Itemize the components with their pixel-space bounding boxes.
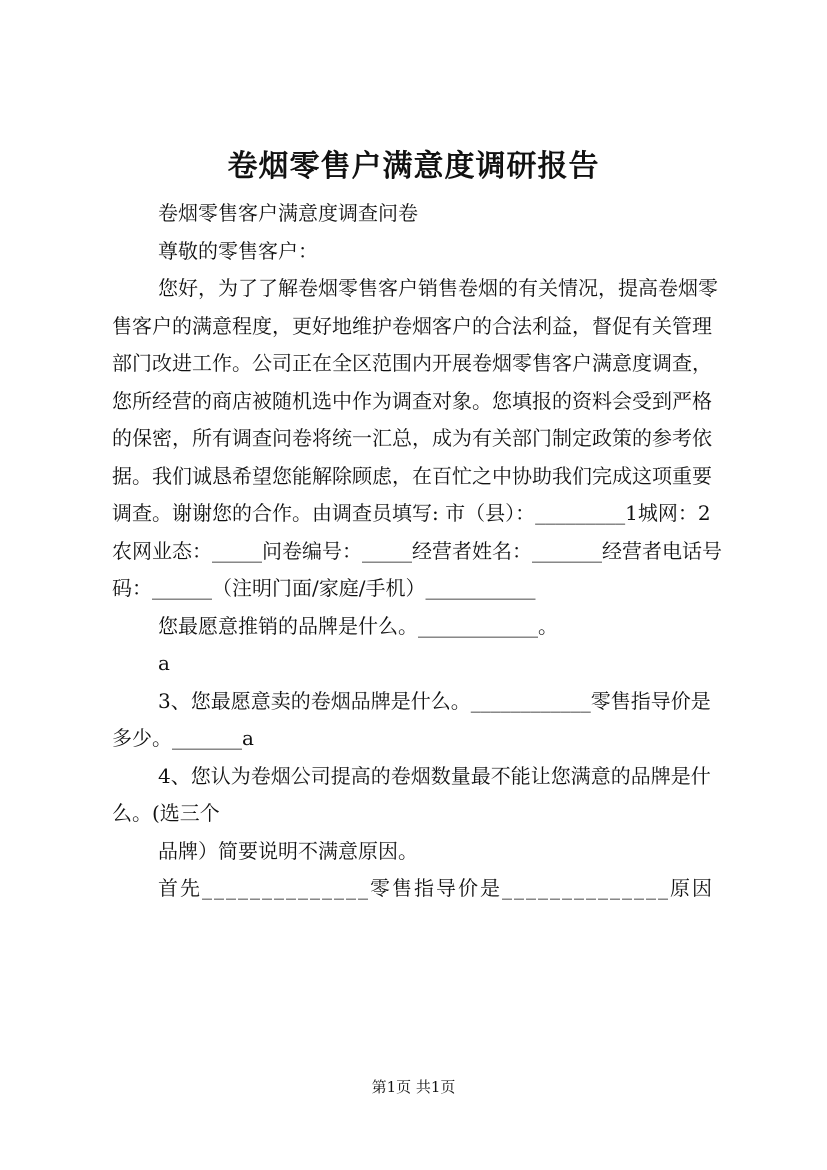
question-4: 4、您认为卷烟公司提高的卷烟数量最不能让您满意的品牌是什么。(选三个 bbox=[112, 763, 711, 825]
document-title: 卷烟零售户满意度调研报告 bbox=[227, 149, 600, 184]
first-line: 首先______________零售指导价是______________原因 bbox=[158, 876, 714, 900]
question-brand-push: 您最愿意推销的品牌是什么。____________。 bbox=[158, 613, 558, 638]
document-body bbox=[112, 195, 724, 908]
intro-paragraph: 您好，为了了解卷烟零售客户销售卷烟的有关情况，提高卷烟零售客户的满意程度，更好地维护卷烟客户的合法利益，督促有关管理部门改进工作。公司正在全区范围内开展卷烟零售客户满意度调查，您所经营的商店被随机选中作为调查对象。您填报的资料会受到严格的保密，所有调查问卷将统一汇总，成为有关部门制定政策的参考依据。我们诚恳希望您能解除顾虑，在百忙之中协助我们完成这项重要调查。谢谢您的合作。由调查员填写: 市（县）：_________1城网：2农网业态：_____问卷编号：_____经营者姓名：_______经营者电话号码：______（注明门面/家庭/手机）___________ bbox=[112, 276, 722, 600]
answer-a: a bbox=[158, 651, 170, 675]
page-footer: 第1页 共1页 bbox=[371, 1078, 456, 1096]
questionnaire-subtitle: 卷烟零售客户满意度调查问卷 bbox=[158, 201, 418, 225]
question-4-continued: 品牌）简要说明不满意原因。 bbox=[158, 838, 418, 863]
question-3: 3、您最愿意卖的卷烟品牌是什么。____________零售指导价是多少。_______a bbox=[112, 688, 711, 750]
salutation: 尊敬的零售客户： bbox=[158, 238, 318, 263]
